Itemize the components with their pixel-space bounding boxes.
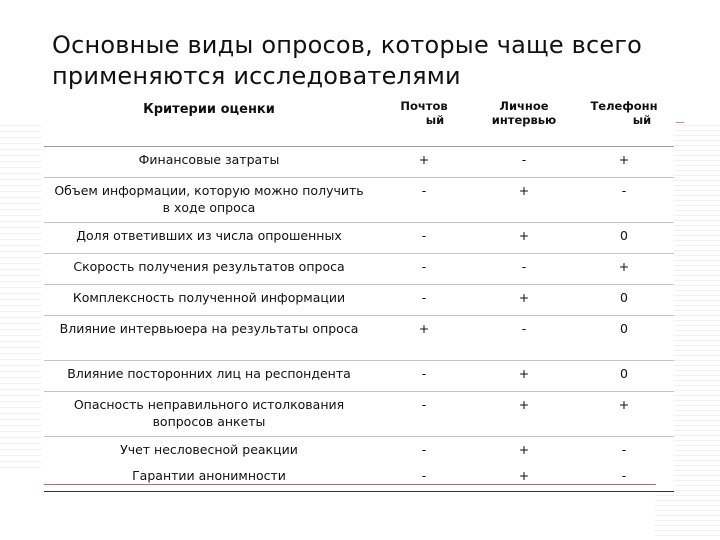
comparison-table bbox=[44, 93, 674, 492]
cell-mail: + bbox=[374, 147, 474, 178]
cell-personal: + bbox=[518, 468, 530, 483]
header-mail bbox=[374, 93, 474, 147]
header-personal bbox=[474, 93, 574, 147]
row-criterion: Комплексность полученной информации bbox=[44, 285, 374, 316]
header-personal-line1: Личное bbox=[499, 99, 549, 113]
header-phone-line2: ый bbox=[632, 113, 652, 127]
cell-mail: - bbox=[374, 178, 474, 223]
cell-mail: - bbox=[421, 442, 427, 457]
cell-phone: - bbox=[621, 442, 627, 457]
row-criterion: Влияние посторонних лиц на респондента bbox=[44, 361, 374, 392]
cell-phone: - bbox=[574, 178, 674, 223]
cell-mail: + bbox=[374, 316, 474, 361]
cell-phone: + bbox=[574, 254, 674, 285]
decorative-tick bbox=[676, 122, 684, 123]
table-row bbox=[44, 147, 674, 178]
table-row bbox=[44, 392, 674, 437]
slide-title: Основные виды опросов, которые чаще всего применяются исследователями bbox=[52, 31, 643, 90]
row-criterion: Опасность неправильного истолкования вопросов анкеты bbox=[44, 392, 374, 437]
decorative-stripes-left bbox=[0, 125, 42, 470]
cell-mail: - bbox=[374, 285, 474, 316]
row-criterion: Влияние интервьюера на результаты опроса bbox=[44, 316, 374, 361]
header-phone bbox=[574, 93, 674, 147]
header-personal-line2: интервью bbox=[491, 113, 557, 127]
cell-personal: - bbox=[474, 254, 574, 285]
table-row bbox=[44, 316, 674, 361]
header-mail-line1: Почтов bbox=[400, 99, 448, 113]
table-row bbox=[44, 361, 674, 392]
cell-mail: - bbox=[374, 223, 474, 254]
cell-personal: + bbox=[474, 361, 574, 392]
header-mail-line2: ый bbox=[425, 113, 445, 127]
cell-phone: 0 bbox=[574, 316, 674, 361]
cell-phone: + bbox=[574, 147, 674, 178]
cell-phone: 0 bbox=[574, 223, 674, 254]
cell-personal: - bbox=[474, 316, 574, 361]
cell-mail: - bbox=[374, 254, 474, 285]
header-phone-line1: Телефонн bbox=[590, 99, 658, 113]
cell-phone: 0 bbox=[574, 285, 674, 316]
row-criterion: Скорость получения результатов опроса bbox=[44, 254, 374, 285]
cell-phone: - bbox=[621, 468, 627, 483]
table-row bbox=[44, 285, 674, 316]
row-criterion: Гарантии анонимности bbox=[132, 468, 286, 483]
cell-mail: - bbox=[421, 468, 427, 483]
table-header-row bbox=[44, 93, 674, 147]
cell-personal: + bbox=[518, 442, 530, 457]
cell-personal: - bbox=[474, 147, 574, 178]
cell-phone: 0 bbox=[574, 361, 674, 392]
table-row bbox=[44, 223, 674, 254]
cell-personal: + bbox=[474, 392, 574, 437]
cell-personal: + bbox=[474, 223, 574, 254]
cell-mail: - bbox=[374, 361, 474, 392]
cell-personal: + bbox=[474, 178, 574, 223]
cell-personal: + bbox=[474, 285, 574, 316]
row-criterion: Объем информации, которую можно получить в ходе опроса bbox=[44, 178, 374, 223]
table-row bbox=[44, 178, 674, 223]
decorative-red-line bbox=[44, 484, 656, 485]
cell-phone: + bbox=[574, 392, 674, 437]
cell-mail: - bbox=[374, 392, 474, 437]
header-criteria: Критерии оценки bbox=[44, 93, 374, 147]
row-criterion: Учет несловесной реакции bbox=[120, 442, 298, 457]
table-row bbox=[44, 254, 674, 285]
row-criterion: Финансовые затраты bbox=[44, 147, 374, 178]
row-criterion: Доля ответивших из числа опрошенных bbox=[44, 223, 374, 254]
